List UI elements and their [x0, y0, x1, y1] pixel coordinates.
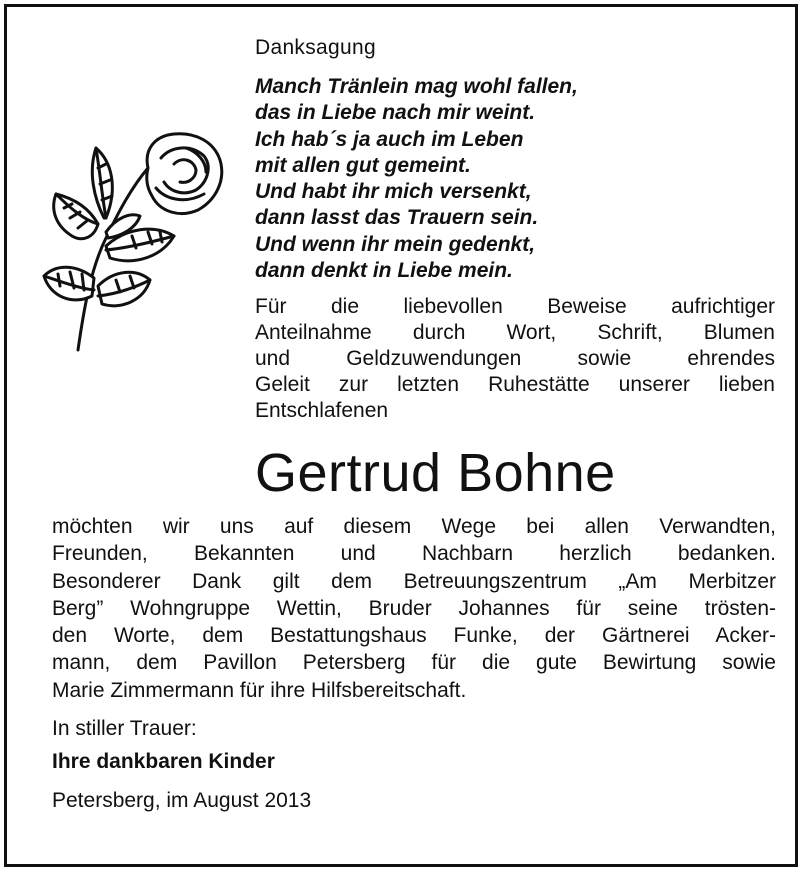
signature: Ihre dankbaren Kinder [52, 750, 275, 773]
thanks-body [52, 513, 776, 704]
notice-heading: Danksagung [255, 36, 376, 59]
intro-line: Anteilnahme durch Wort, Schrift, Blumen [255, 321, 775, 344]
body-line: möchten wir uns auf diesem Wege bei allen Verwandten, [52, 515, 776, 538]
intro-line: Geleit zur letzten Ruhestätte unserer lieben [255, 373, 775, 396]
intro-line: Für die liebevollen Beweise aufrichtiger [255, 295, 775, 318]
poem-line: das in Liebe nach mir weint. [255, 101, 536, 125]
body-line: Freunden, Bekannten und Nachbarn herzlich bedanken. [52, 542, 776, 566]
intro-text [255, 294, 775, 424]
intro-line: Entschlafenen [255, 399, 389, 422]
body-line: Marie Zimmermann für ihre Hilfsbereitschaft. [52, 678, 467, 702]
poem-line: dann lasst das Trauern sein. [255, 206, 539, 230]
poem-line: Und wenn ihr mein gedenkt, [255, 232, 536, 256]
poem-line: Manch Tränlein mag wohl fallen, [255, 75, 578, 98]
intro-line: und Geldzuwendungen sowie ehrendes [255, 347, 775, 370]
poem-line: Ich hab´s ja auch im Leben [255, 127, 524, 151]
closing-phrase: In stiller Trauer: [52, 717, 197, 740]
rose-icon [36, 128, 236, 358]
poem-line: Und habt ihr mich versenkt, [255, 180, 532, 204]
poem [255, 74, 578, 284]
body-line: den Worte, dem Bestattungshaus Funke, der Gärtnerei Acker- [52, 624, 776, 648]
place-date: Petersberg, im August 2013 [52, 789, 312, 812]
body-line: Besonderer Dank gilt dem Betreuungszentrum „Am Merbitzer [52, 569, 776, 593]
body-line: mann, dem Pavillon Petersberg für die gute Bewirtung sowie [52, 651, 776, 675]
body-line: Berg” Wohngruppe Wettin, Bruder Johannes für seine trösten- [52, 596, 776, 620]
poem-line: dann denkt in Liebe mein. [255, 259, 513, 283]
deceased-name: Gertrud Bohne [255, 443, 616, 503]
poem-line: mit allen gut gemeint. [255, 153, 471, 177]
